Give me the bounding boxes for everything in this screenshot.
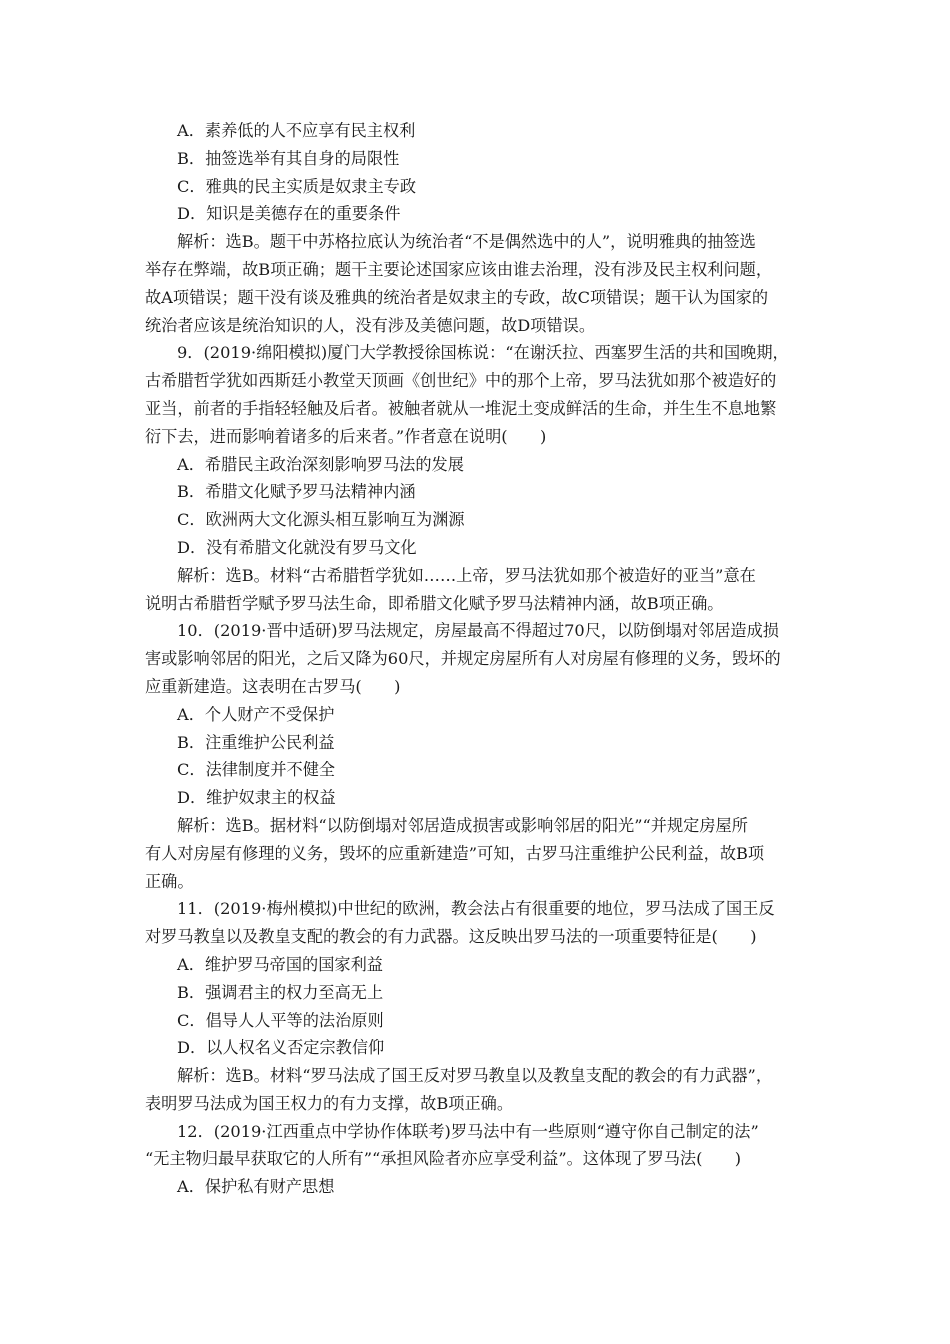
question-10 [145,617,810,895]
analysis-line: 正确。 [145,871,194,891]
analysis-line: 解析：选B。据材料“以防倒塌对邻居造成损害或影响邻居的阳光”“并规定房屋所 [177,815,748,835]
question-stem: 9．(2019·绵阳模拟)厦门大学教授徐国栋说：“在谢沃拉、西塞罗生活的共和国晚期， [177,343,789,363]
option-d: D．知识是美德存在的重要条件 [177,204,401,224]
question-stem: 12．(2019·江西重点中学协作体联考)罗马法中有一些原则“遵守你自己制定的法” [177,1121,759,1141]
question-stem: “无主物归最早获取它的人所有”“承担风险者亦应享受利益”。这体现了罗马法( ) [145,1149,742,1169]
option-d: D．以人权名义否定宗教信仰 [177,1038,385,1058]
option-a: A．希腊民主政治深刻影响罗马法的发展 [177,454,464,474]
option-a: A．维护罗马帝国的国家利益 [177,954,383,974]
question-stem: 对罗马教皇以及教皇支配的教会的有力武器。这反映出罗马法的一项重要特征是( ) [145,927,757,947]
question-9 [145,339,810,617]
question-11 [145,895,810,1117]
option-c: C．欧洲两大文化源头相互影响互为渊源 [177,510,465,530]
option-a: A．素养低的人不应享有民主权利 [177,121,416,140]
question-stem: 衍下去，进而影响着诸多的后来者。”作者意在说明( ) [145,426,547,446]
question-stem: 11．(2019·梅州模拟)中世纪的欧洲，教会法占有很重要的地位，罗马法成了国王反 [177,899,775,919]
question-stem: 古希腊哲学犹如西斯廷小教堂天顶画《创世纪》中的那个上帝，罗马法犹如那个被造好的 [145,371,777,391]
option-d: D．没有希腊文化就没有罗马文化 [177,537,417,557]
analysis-line: 解析：选B。题干中苏格拉底认为统治者“不是偶然选中的人”，说明雅典的抽签选 [177,232,756,252]
analysis-line: 有人对房屋有修理的义务，毁坏的应重新建造”可知，古罗马注重维护公民利益，故B项 [145,843,765,863]
page-content [145,117,810,1201]
option-c: C．雅典的民主实质是奴隶主专政 [177,176,417,196]
question-8 [145,117,810,339]
question-12 [145,1118,810,1201]
analysis-line: 解析：选B。材料“罗马法成了国王反对罗马教皇以及教皇支配的教会的有力武器”， [177,1066,773,1086]
analysis-line: 举存在弊端，故B项正确；题干主要论述国家应该由谁去治理，没有涉及民主权利问题， [145,259,773,279]
option-a: A．个人财产不受保护 [177,704,335,724]
option-b: B．强调君主的权力至高无上 [177,982,384,1002]
question-stem: 亚当，前者的手指轻轻触及后者。被触者就从一堆泥土变成鲜活的生命，并生生不息地繁 [145,398,777,418]
analysis-line: 统治者应该是统治知识的人，没有涉及美德问题，故D项错误。 [145,315,596,335]
analysis-line: 故A项错误；题干没有谈及雅典的统治者是奴隶主的专政，故C项错误；题干认为国家的 [145,287,769,307]
option-b: B．抽签选举有其自身的局限性 [177,148,400,168]
option-b: B．注重维护公民利益 [177,732,335,752]
question-stem: 害或影响邻居的阳光，之后又降为60尺，并规定房屋所有人对房屋有修理的义务，毁坏的 [145,649,781,669]
option-d: D．维护奴隶主的权益 [177,788,336,808]
option-b: B．希腊文化赋予罗马法精神内涵 [177,482,416,502]
analysis-line: 表明罗马法成为国王权力的有力支撑，故B项正确。 [145,1093,514,1113]
analysis [145,228,810,339]
analysis-line: 解析：选B。材料“古希腊哲学犹如……上帝，罗马法犹如那个被造好的亚当”意在 [177,565,756,585]
option-a: A．保护私有财产思想 [177,1177,335,1197]
option-c: C．倡导人人平等的法治原则 [177,1010,384,1030]
question-stem: 10．(2019·晋中适研)罗马法规定，房屋最高不得超过70尺，以防倒塌对邻居造成损 [177,621,779,641]
option-c: C．法律制度并不健全 [177,760,336,780]
analysis-line: 说明古希腊哲学赋予罗马法生命，即希腊文化赋予罗马法精神内涵，故B项正确。 [145,593,724,613]
question-stem: 应重新建造。这表明在古罗马( ) [145,676,401,696]
